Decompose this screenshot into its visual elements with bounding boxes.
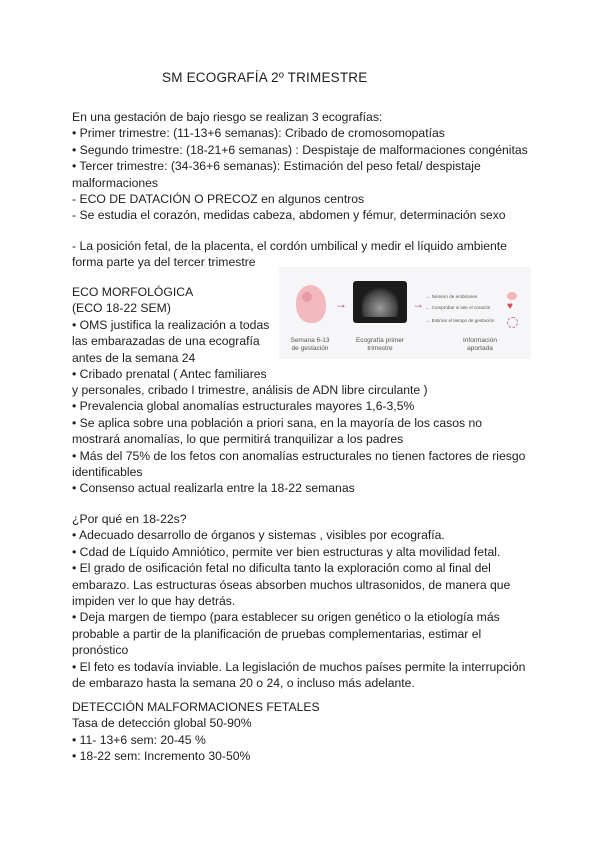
arrow-right-icon: → <box>335 297 347 311</box>
text-line: • 11- 13+6 sem: 20-45 % <box>72 732 206 747</box>
text-line: de embarazo hasta la semana 20 o 24, o incluso más adelante. <box>72 676 415 691</box>
page-title: SM ECOGRAFÍA 2º TRIMESTRE <box>162 70 368 85</box>
text-line: embarazo. Las estructuras óseas absorben muchos ultrasonidos, de manera que <box>72 577 511 592</box>
caption-ultrasound: Ecografía primer trimestre <box>355 337 405 352</box>
text-line: malformaciones <box>72 175 159 190</box>
text-line: • Consenso actual realizarla entre la 18-22 semanas <box>72 481 355 496</box>
text-line: • El feto es todavía inviable. La legislación de muchos países permite la interrupción <box>72 659 526 674</box>
text-line: - La posición fetal, de la placenta, el cordón umbilical y medir el líquido ambiente <box>72 239 507 253</box>
section-heading: DETECCIÓN MALFORMACIONES FETALES <box>72 700 320 714</box>
detection-section <box>72 699 320 765</box>
text-line: y personales, cribado I trimestre, análisis de ADN libre circulante ) <box>72 383 428 397</box>
text-line: • 18-22 sem: Incremento 30-50% <box>72 749 251 764</box>
text-line: • El grado de osificación fetal no dificulta tanto la exploración como al final del <box>72 561 491 576</box>
text-line: pronóstico <box>72 643 129 658</box>
clock-icon <box>507 317 518 328</box>
ultrasound-image <box>353 281 407 323</box>
text-line: • Prevalencia global anomalías estructurales mayores 1,6-3,5% <box>72 399 415 414</box>
text-line: • Cdad de Líquido Amniótico, permite ver bien estructuras y alta movilidad fetal. <box>72 544 501 559</box>
why-section <box>72 511 525 691</box>
text-line: probable a partir de la planificación de pruebas complementarias, estimar el <box>72 626 482 641</box>
eco-morfologica-continued <box>72 382 525 497</box>
text-line: identificables <box>72 465 143 480</box>
section-heading: ECO MORFOLÓGICA <box>72 285 194 299</box>
caption-info: Información aportada <box>463 337 497 352</box>
text-line: • Deja margen de tiempo (para establecer su origen genético o la etiología más <box>72 610 500 625</box>
text-line: forma parte ya del tercer trimestre <box>72 255 256 270</box>
caption-embryo: Semana 6-13 de gestación <box>290 337 330 352</box>
text-line: • Segundo trimestre: (18-21+6 semanas) : Despistaje de malformaciones congénitas <box>72 142 528 157</box>
heart-icon: ♥ <box>507 301 513 312</box>
text-line: • Más del 75% de los fetos con anomalías estructurales no tienen factores de riesgo <box>72 448 526 463</box>
text-line: • Adecuado desarrollo de órganos y sistemas , visibles por ecografía. <box>72 528 445 543</box>
text-line: - ECO DE DATACIÓN O PRECOZ en algunos centros <box>72 192 365 207</box>
text-line: las embarazadas de una ecografía <box>72 334 260 349</box>
text-line: - Se estudia el corazón, medidas cabeza, abdomen y fémur, determinación sexo <box>72 208 506 223</box>
embryo-icon <box>296 285 326 323</box>
arrow-right-icon: → <box>412 297 424 311</box>
text-line: • Se aplica sobre una población a priori sana, en la mayoría de los casos no <box>72 415 483 430</box>
section-heading: ¿Por qué en 18-22s? <box>72 512 187 526</box>
intro-section <box>72 109 528 224</box>
eco-morfologica-section <box>72 284 269 382</box>
text-line: En una gestación de bajo riesgo se realizan 3 ecografías: <box>72 110 383 124</box>
text-line: (ECO 18-22 SEM) <box>72 301 171 316</box>
baby-icon <box>507 292 517 300</box>
text-line: mostrará anomalías, lo que permitirá tranquilizar a los padres <box>72 432 404 447</box>
info-item: → Comprobar si late el corazón <box>425 305 491 310</box>
text-line: Tasa de detección global 50-90% <box>72 716 252 731</box>
text-line: • Tercer trimestre: (34-36+6 semanas): Estimación del peso fetal/ despistaje <box>72 159 481 174</box>
ultrasound-infographic <box>279 267 531 359</box>
info-item: → Número de embriones <box>425 294 478 299</box>
info-item: → Estimar el tiempo de gestación <box>425 318 495 323</box>
position-note <box>72 238 507 271</box>
text-line: impiden ver lo que hay detrás. <box>72 594 236 609</box>
text-line: • Primer trimestre: (11-13+6 semanas): Cribado de cromosomopatías <box>72 126 445 141</box>
text-line: antes de la semana 24 <box>72 350 196 365</box>
text-line: • Cribado prenatal ( Antec familiares <box>72 367 267 382</box>
text-line: • OMS justifica la realización a todas <box>72 317 270 332</box>
